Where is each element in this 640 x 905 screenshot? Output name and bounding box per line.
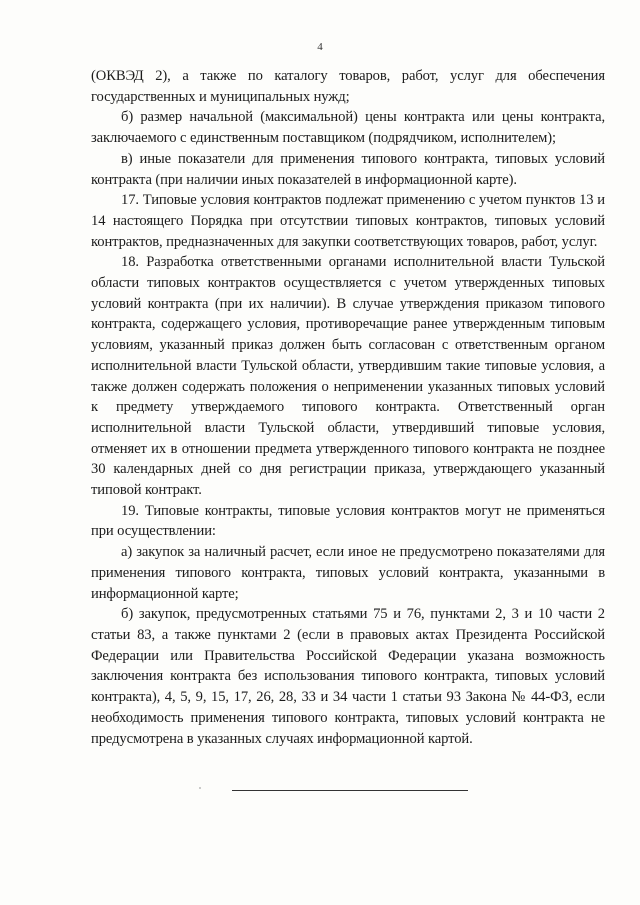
paragraph-clause-19-a: а) закупок за наличный расчет, если иное не предусмотрено показателями для применения типового контракта, типовых условий контракта, указанными в информационной карте; — [91, 544, 605, 602]
scan-speck — [199, 787, 201, 789]
end-separator-line — [232, 790, 468, 791]
paragraph-clause-19: 19. Типовые контракты, типовые условия контрактов могут не применяться при осуществлении: — [91, 502, 605, 540]
paragraph-clause-18: 18. Разработка ответственными органами исполнительной власти Тульской области типовых контрактов осуществляется с учетом утвержденных типовых условий контракта (при их наличии). В случае утверждения приказом типового контракта, содержащего условия, противоречащие ранее утвержденным типовым условиям, указанный приказ должен быть согласован с ответственным органом исполнительной власти Тульской области, утвердившим такие типовые условия, а также должен содержать положения о неприменении указанных типовых условий к предмету утверждаемого типового контракта. Ответственный орган исполнительной власти Тульской области, утвердивший типовые условия, отменяет их в отношении предмета утвержденного типового контракта не позднее 30 календарных дней со дня регистрации приказа, утверждающего указанный типовой контракт. — [91, 254, 605, 499]
document-body — [91, 66, 605, 749]
paragraph-okved-catalog: (ОКВЭД 2), а также по каталогу товаров, работ, услуг для обеспечения государственных и муниципальных нужд; — [91, 68, 605, 105]
paragraph-clause-19-b: б) закупок, предусмотренных статьями 75 и 76, пунктами 2, 3 и 10 части 2 статьи 83, а также пунктами 2 (если в правовых актах Президента Российской Федерации или Правительства Российской Федерации указана возможность заключения контракта без использования типового контракта, типовых условий контракта), 4, 5, 9, 15, 17, 26, 28, 33 и 34 части 1 статьи 93 Закона № 44-ФЗ, если необходимость применения типового контракта, типовых условий контракта не предусмотрена в указанных случаях информационной картой. — [91, 606, 605, 747]
paragraph-item-v-other-indicators: в) иные показатели для применения типового контракта, типовых условий контракта (при наличии иных показателей в информационной карте). — [91, 150, 605, 188]
paragraph-clause-17: 17. Типовые условия контрактов подлежат применению с учетом пунктов 13 и 14 настоящего Порядка при отсутствии типовых контрактов, типовых условий контрактов, предназначенных для закупки соответствующих товаров, работ, услуг. — [91, 192, 605, 250]
page-number: 4 — [317, 41, 323, 53]
paragraph-item-b-price: б) размер начальной (максимальной) цены контракта или цены контракта, заключаемого с единственным поставщиком (подрядчиком, исполнителем); — [91, 109, 605, 147]
